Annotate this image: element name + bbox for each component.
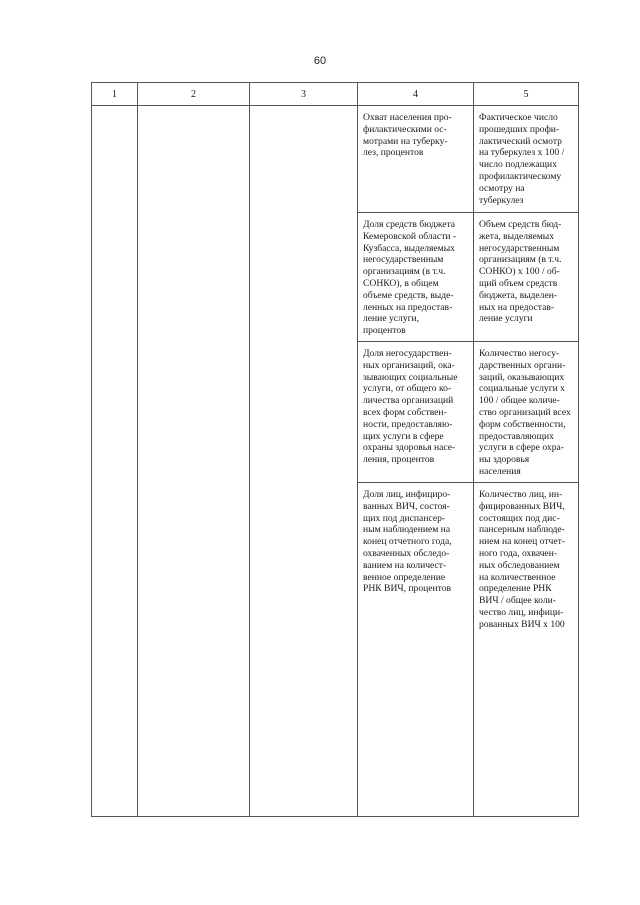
column-header-4: 4 xyxy=(358,83,474,106)
table-row xyxy=(92,106,579,213)
indicator-name: Доля средств бюджета Кемеровской области - Кузбасса, выделяемых негосударственным организациям (в т.ч. СОНКО), в общем объеме средств, выде- ленных на предостав- ление услуги, процентов xyxy=(363,219,457,337)
column-header-2: 2 xyxy=(138,83,250,106)
indicator-name-cell xyxy=(358,106,474,213)
indicator-formula-cell xyxy=(474,482,579,816)
column-header-5: 5 xyxy=(474,83,579,106)
column-1-cell xyxy=(92,106,138,817)
page-number: 60 xyxy=(313,55,327,67)
indicator-table xyxy=(91,82,579,817)
column-3-cell xyxy=(250,106,358,817)
indicator-formula-cell xyxy=(474,341,579,482)
indicator-formula: Количество лиц, ин- фицированных ВИЧ, состоящих под дис- пансерным наблюде- нием на конец отчет- ного года, охвачен- ных обследованием на количественное определение РНК ВИЧ / общее коли- чество лиц, инфици- рованных ВИЧ x 100 xyxy=(479,488,566,630)
table-header-row xyxy=(92,83,579,106)
column-header-1: 1 xyxy=(92,83,138,106)
indicator-formula-cell xyxy=(474,106,579,213)
indicator-name: Охват населения про- филактическими ос- мотрами на туберку- лез, процентов xyxy=(363,112,452,159)
indicator-formula: Объем средств бюд- жета, выделяемых негосударственным организациям (в т.ч. СОНКО) x 100 / об- щий объем средств бюджета, выделен- ных на предостав- ление услуги xyxy=(479,219,562,325)
indicator-name-cell xyxy=(358,482,474,816)
indicator-formula-cell xyxy=(474,213,579,342)
indicator-name: Доля лиц, инфициро- ванных ВИЧ, состоя- щих под диспансер- ным наблюдением на конец отчетного года, охваченных обследо- ванием на количест- венное определение РНК ВИЧ, процентов xyxy=(363,488,452,595)
indicator-name: Доля негосударствен- ных организаций, ока- зывающих социальные услуги, от общего ко- личества организаций всех форм собствен- ности, предоставляю- щих услуги в сфере охраны здоровья насе- ления, процентов xyxy=(363,347,458,466)
indicator-name-cell xyxy=(358,341,474,482)
indicator-name-cell xyxy=(358,213,474,342)
column-header-3: 3 xyxy=(250,83,358,106)
indicator-formula: Фактическое число прошедших профи- лактический осмотр на туберкулез x 100 / число подлежащих профилактическому осмотру на туберкулез xyxy=(479,112,565,206)
indicator-formula: Количество негосу- дарственных органи- заций, оказывающих социальные услуги x 100 / общее количе- ство организаций всех форм собственности, предоставляющих услуги в сфере охра- ны здоровья населения xyxy=(479,347,571,477)
column-2-cell xyxy=(138,106,250,817)
